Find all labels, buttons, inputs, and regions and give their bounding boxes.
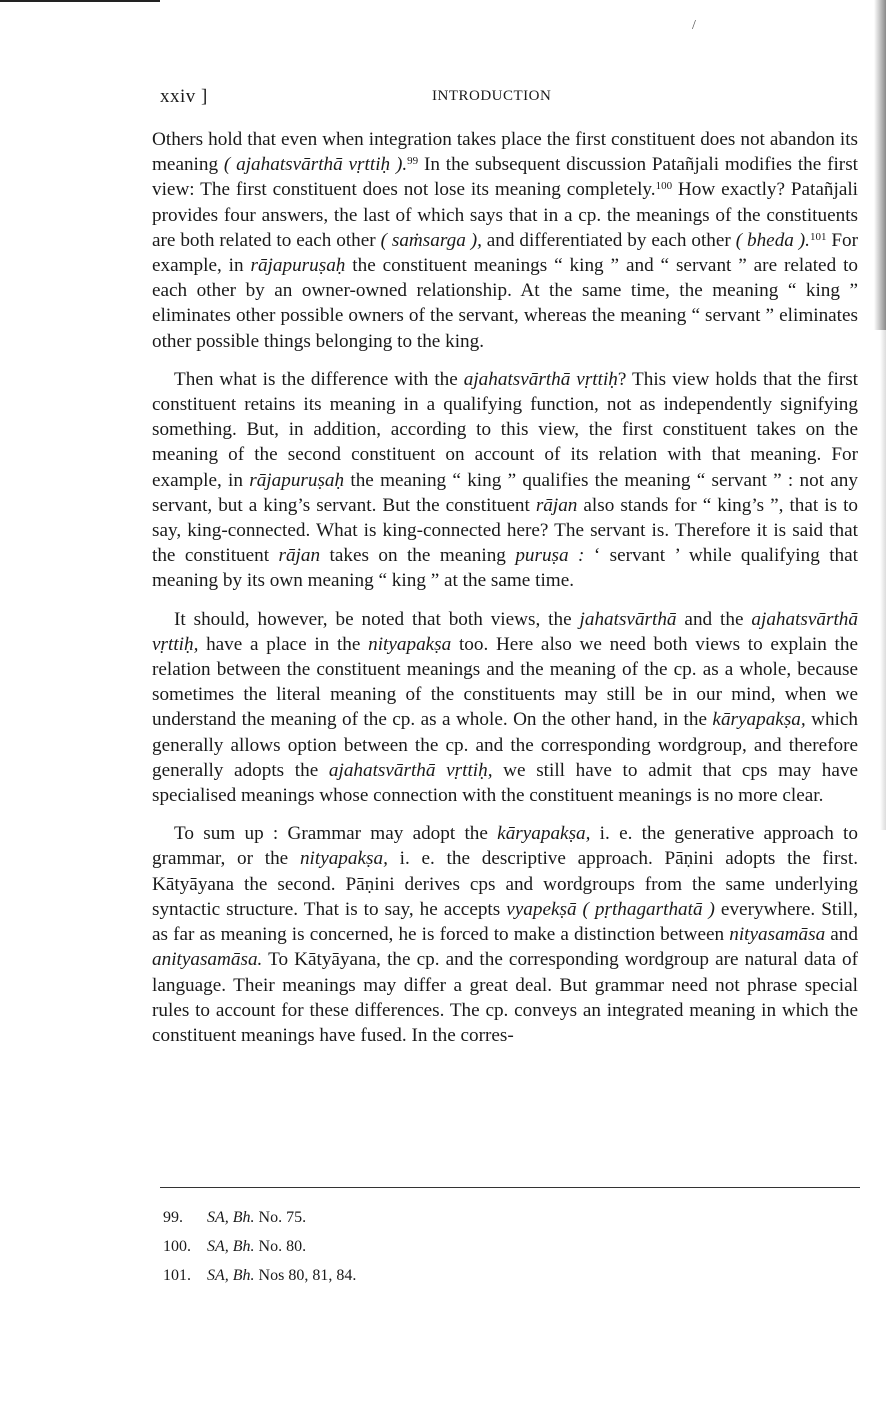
text-run: i. e. the generative approach to grammar, or the: [152, 823, 858, 870]
page-header: [160, 86, 850, 110]
footnote-rule: [160, 1187, 860, 1188]
text-run: To Kātyāyana, the cp. and the corresponding wordgroup are natural data of language. Their meanings may differ a great deal. But grammar need not phrase special rules to account for these differences. The cp. conveys an integrated meaning in which the constituent meanings have fused. In the corres-: [152, 949, 858, 1046]
text-run: How exactly? Patañjali provides four answers, the last of which says that in a cp. the meanings of the constituents are both related to each other: [152, 179, 859, 251]
italic-term: ajahatsvārthā vṛttiḥ: [463, 368, 618, 390]
text-run: In the subsequent discussion Patañjali modifies the first view: The first constituent does not lose its meaning completely.: [152, 154, 858, 201]
footnote-source: SA, Bh.: [207, 1209, 255, 1226]
italic-term: nityasamāsa: [729, 924, 826, 946]
text-run: the meaning “ king ” qualifies the meaning “ servant ” : not any servant, but a king’s servant. But the constituent: [152, 469, 858, 516]
paragraph: [152, 127, 858, 354]
footnote-source: SA, Bh.: [207, 1238, 255, 1255]
text-run: Others hold that even when integration takes place the first constituent does not abandon its meaning: [152, 129, 858, 176]
body-text: [152, 127, 858, 1061]
italic-term: anityasamāsa.: [152, 949, 263, 971]
footnote: [163, 1203, 853, 1232]
text-run: ? This view holds that the first constituent retains its meaning in a qualifying function, not as independently signifying something. But, in addition, according to this view, the first constituent takes on the meaning of the second constituent on account of its relation with that meaning. For example, in: [152, 368, 859, 491]
page-number: xxiv ]: [160, 86, 208, 107]
italic-term: ajahatsvārthā vṛttiḥ,: [152, 608, 858, 655]
text-run: and the: [676, 608, 752, 630]
running-head: INTRODUCTION: [432, 88, 552, 104]
text-run: To sum up : Grammar may adopt the: [174, 823, 498, 845]
italic-term: jahatsvārthā: [579, 608, 677, 630]
footnote-ref: 99: [407, 155, 419, 168]
italic-term: puruṣa :: [515, 545, 585, 567]
text-run: which generally allows option between the cp. and the corresponding wordgroup, and therefore generally adopts the: [152, 709, 858, 781]
italic-term: ( bheda ).: [735, 229, 810, 251]
text-run: ‘ servant ’ while qualifying that meaning by its own meaning “ king ” at the same time.: [152, 545, 858, 592]
text-run: everywhere. Still, as far as meaning is concerned, he is forced to make a distinction between: [152, 898, 858, 946]
footnote-ref: 100: [655, 180, 673, 193]
text-run: we still have to admit that cps may have specialised meanings whose connection with the constituent meanings is no more clear.: [152, 759, 859, 807]
italic-term: rājan: [535, 494, 578, 516]
text-run: and differentiated by each other: [481, 229, 736, 251]
text-run: the constituent meanings “ king ” and “ servant ” are related to each other by an owner-owned relationship. At the same time, the meaning “ king ” eliminates other possible owners of the servant, whereas the meaning “ servant ” eliminates other possible things belonging to the king.: [152, 255, 858, 352]
paragraph: [152, 367, 858, 594]
italic-term: ( ajahatsvārthā vṛttiḥ ).: [223, 154, 408, 176]
footnote-number: 101.: [163, 1267, 191, 1284]
footnotes: [163, 1203, 853, 1290]
scan-shadow-edge: [874, 0, 886, 330]
italic-term: ajahatsvārthā vṛttiḥ,: [328, 759, 493, 781]
italic-term: rājapuruṣaḥ: [250, 255, 346, 277]
text-run: Then what is the difference with the: [174, 368, 464, 390]
footnote: [163, 1232, 853, 1261]
italic-term: rājapuruṣaḥ: [249, 469, 345, 491]
footnote-ref: 101: [809, 230, 827, 243]
italic-term: vyapekṣā ( pṛthagarthatā ): [506, 898, 715, 920]
text-run: For example, in: [152, 229, 859, 277]
text-run: It should, however, be noted that both views, the: [174, 608, 580, 630]
paragraph: [152, 607, 858, 809]
footnote-ref-number: Nos 80, 81, 84.: [258, 1267, 357, 1284]
footnote-source: SA, Bh.: [207, 1267, 255, 1284]
text-run: takes on the meaning: [320, 545, 516, 567]
text-run: too. Here also we need both views to explain the relation between the constituent meanings and the meaning of the cp. as a whole, because sometimes the literal meaning of the constituents may still be in our mind, when we understand the meaning of the cp. as a whole. On the other hand, in the: [152, 633, 858, 731]
stray-mark: /: [692, 18, 696, 33]
italic-term: kāryapakṣa,: [497, 823, 591, 845]
footnote-number: 100.: [163, 1238, 191, 1255]
footnote-number: 99.: [163, 1209, 183, 1226]
italic-term: rājan: [278, 545, 321, 567]
top-edge-rule: [0, 0, 160, 2]
footnote: [163, 1261, 853, 1290]
footnote-ref-number: No. 80.: [258, 1238, 307, 1255]
text-run: have a place in the: [198, 633, 369, 655]
italic-term: ( saṁsarga ),: [380, 229, 482, 251]
scan-shadow-edge-lower: [880, 330, 886, 830]
italic-term: nityapakṣa: [368, 633, 452, 655]
footnote-text: [207, 1232, 306, 1261]
text-run: i. e. the descriptive approach. Pāṇini adopts the first. Kātyāyana the second. Pāṇini derives cps and wordgroups from the same underlying syntactic structure. That is to say, he accepts: [152, 848, 858, 920]
footnote-text: [207, 1203, 306, 1232]
paragraph: [152, 821, 858, 1048]
footnote-text: [207, 1261, 356, 1290]
italic-term: kāryapakṣa,: [712, 709, 806, 731]
text-run: also stands for “ king’s ”, that is to say, king-connected. What is king-connected here? The servant is. Therefore it is said that the constituent: [152, 494, 858, 567]
footnote-ref-number: No. 75.: [258, 1209, 307, 1226]
text-run: and: [825, 924, 858, 946]
italic-term: nityapakṣa,: [299, 848, 388, 870]
